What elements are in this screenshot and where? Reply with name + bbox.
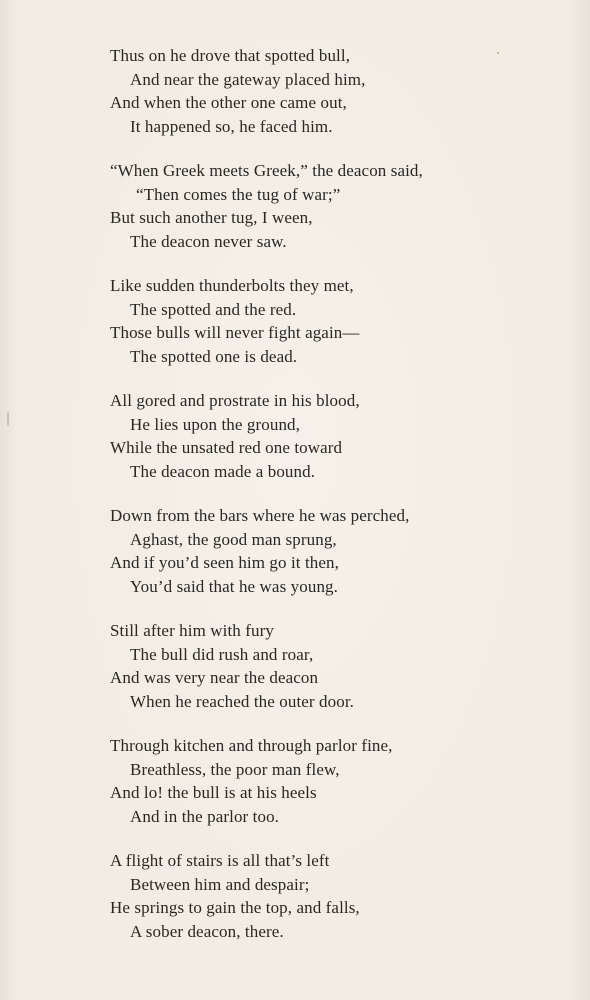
poem-line: A sober deacon, there. [130, 921, 284, 941]
poem-line: It happened so, he faced him. [130, 116, 333, 136]
poem-line: He lies upon the ground, [130, 414, 301, 434]
poem-line: The spotted and the red. [130, 299, 297, 319]
poem-line: “When Greek meets Greek,” the deacon said, [110, 161, 423, 180]
poem-line: Still after him with fury [110, 621, 274, 640]
stanza-5 [0, 504, 590, 598]
poem-line: He springs to gain the top, and falls, [110, 898, 360, 917]
poem-line: Aghast, the good man sprung, [130, 529, 337, 549]
poem-line: And was very near the deacon [110, 668, 319, 687]
stanza-3 [0, 274, 590, 368]
poem-line: Breathless, the poor man flew, [130, 759, 340, 779]
poem-line: Thus on he drove that spotted bull, [110, 46, 351, 65]
poem-line: While the unsated red one toward [110, 438, 343, 457]
poem-line: And near the gateway placed him, [130, 69, 366, 89]
poem-line: “Then comes the tug of war;” [136, 184, 341, 204]
poem-line: The deacon never saw. [130, 231, 287, 251]
poem-line: And when the other one came out, [110, 93, 347, 112]
poem-line: All gored and prostrate in his blood, [110, 391, 360, 410]
stanza-8 [0, 849, 590, 943]
poem-line: The bull did rush and roar, [130, 644, 314, 664]
poem-line: Down from the bars where he was perched, [110, 506, 410, 525]
poem-line: You’d said that he was young. [130, 576, 338, 596]
stanza-1 [0, 44, 590, 138]
poem-line: And if you’d seen him go it then, [110, 553, 339, 572]
poem-line: Between him and despair; [130, 874, 310, 894]
poem-line: When he reached the outer door. [130, 691, 355, 711]
poem-line: But such another tug, I ween, [110, 208, 313, 227]
poem-line: A flight of stairs is all that’s left [110, 851, 330, 870]
paper-speck [497, 52, 499, 54]
stanza-4 [0, 389, 590, 483]
poem-line: The spotted one is dead. [130, 346, 298, 366]
poem-line: Those bulls will never fight again— [110, 323, 360, 342]
stanza-7 [0, 734, 590, 828]
poem-line: And in the parlor too. [130, 806, 280, 826]
stanza-6 [0, 619, 590, 713]
paper-speck [7, 412, 9, 426]
poem-line: Through kitchen and through parlor fine, [110, 736, 393, 755]
poem-line: And lo! the bull is at his heels [110, 783, 317, 802]
poem-line: The deacon made a bound. [130, 461, 316, 481]
poem [0, 44, 590, 964]
poem-line: Like sudden thunderbolts they met, [110, 276, 354, 295]
stanza-2 [0, 159, 590, 253]
